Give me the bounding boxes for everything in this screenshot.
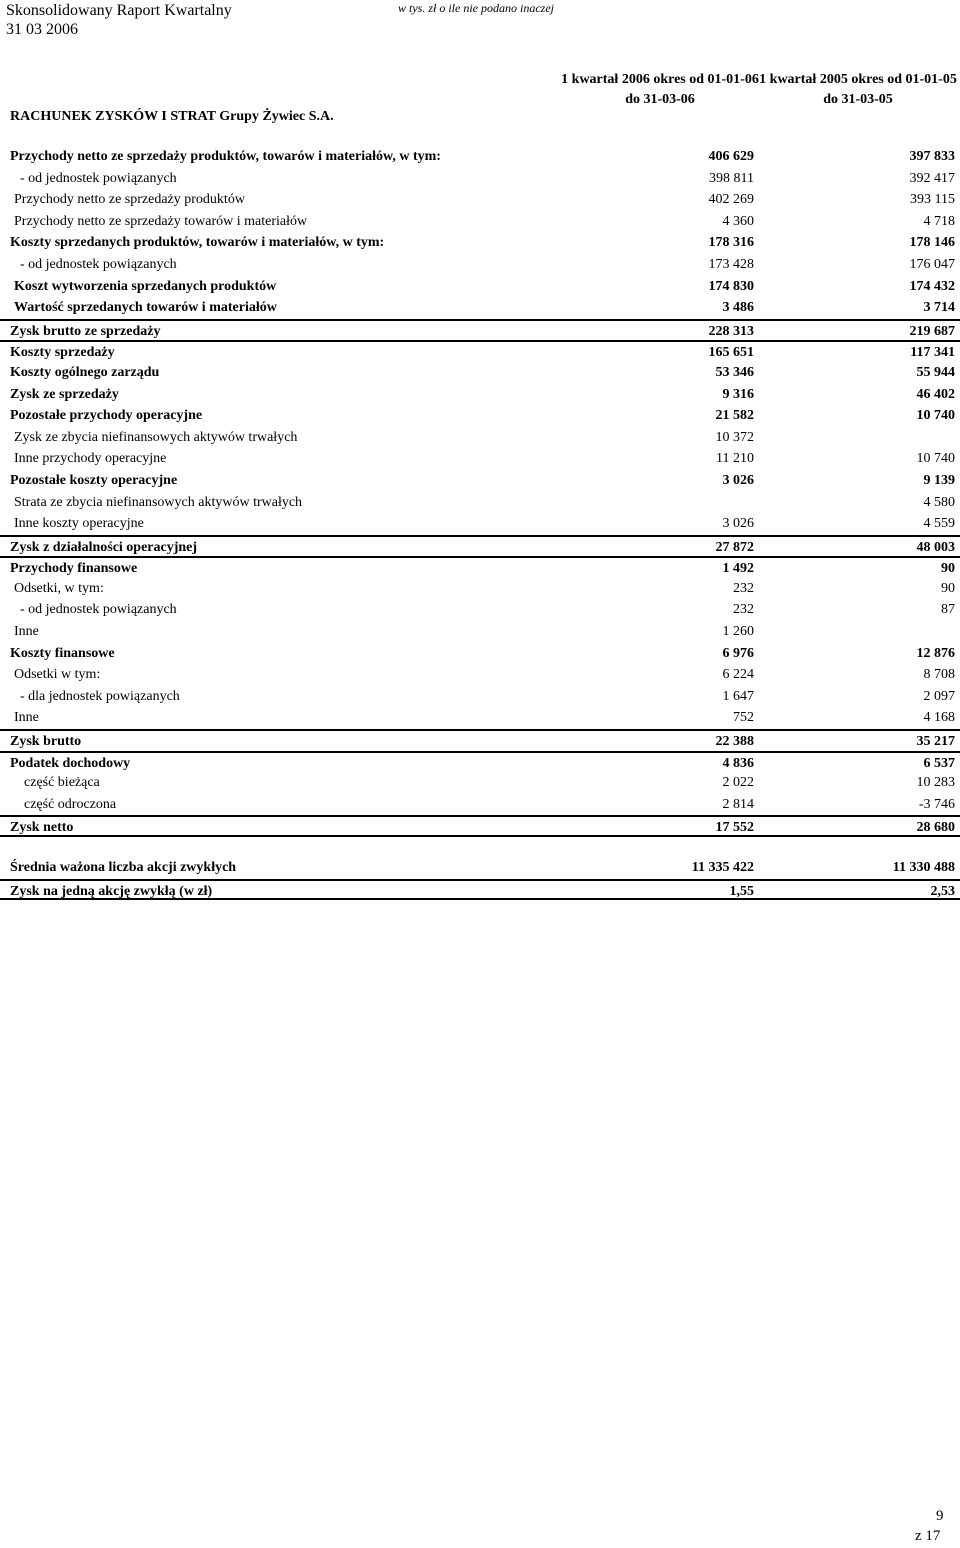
table-row (0, 535, 960, 557)
value-2006: 1,55 (729, 883, 754, 899)
row-label: Koszty finansowe (10, 645, 115, 661)
value-2006: 22 388 (715, 734, 754, 750)
value-2005: 4 580 (923, 494, 955, 510)
table-row (0, 211, 960, 233)
value-2006: 228 313 (708, 323, 754, 339)
value-2006: 3 026 (722, 516, 754, 532)
table-row (0, 146, 960, 168)
table-row (0, 599, 960, 621)
table-row (0, 189, 960, 211)
table-row (0, 448, 960, 470)
table-row (0, 297, 960, 319)
table-row (0, 362, 960, 384)
row-label: Koszty sprzedaży (10, 345, 115, 361)
value-2005: 4 168 (923, 710, 955, 726)
table-row (0, 513, 960, 535)
value-2005: 90 (941, 561, 955, 577)
row-label: Zysk na jedną akcję zwykłą (w zł) (10, 883, 213, 899)
value-2005: 178 146 (909, 235, 955, 251)
value-2005: 28 680 (916, 820, 955, 836)
table-row (0, 772, 960, 794)
value-2005: 35 217 (916, 734, 955, 750)
value-2005: 90 (941, 580, 955, 596)
value-2005: 10 283 (916, 775, 955, 791)
value-2005: 393 115 (910, 192, 955, 208)
table-row (0, 664, 960, 686)
value-2006: 1 260 (722, 624, 754, 640)
value-2006: 406 629 (708, 149, 754, 164)
row-label: Inne przychody operacyjne (14, 451, 167, 467)
value-2006: 11 335 422 (691, 860, 754, 875)
table-row (0, 751, 960, 773)
value-2005: 46 402 (916, 386, 955, 402)
row-label: Zysk netto (10, 820, 74, 836)
table-row (0, 232, 960, 254)
column-header-2006: 1 kwartał 2006 okres od 01-01-06 do 31-03-06 (561, 72, 759, 107)
row-label: Koszt wytworzenia sprzedanych produktów (14, 278, 277, 294)
table-row (0, 578, 960, 600)
value-2006: 9 316 (722, 386, 754, 402)
document-title: Skonsolidowany Raport Kwartalny (6, 2, 232, 19)
row-label: Inne (14, 710, 39, 726)
value-2005: -3 746 (918, 796, 955, 812)
value-2006: 2 814 (722, 796, 754, 812)
value-2006: 232 (733, 580, 754, 596)
value-2005: 2,53 (930, 883, 955, 899)
value-2005: 2 097 (923, 688, 955, 704)
table-row (0, 405, 960, 427)
column-header-2005: 1 kwartał 2005 okres od 01-01-05 do 31-03-05 (759, 72, 957, 107)
table-row (0, 340, 960, 362)
value-2006: 6 224 (722, 667, 754, 683)
row-label: Odsetki w tym: (14, 667, 101, 683)
value-2005: 55 944 (916, 364, 955, 380)
row-label: - dla jednostek powiązanych (20, 688, 180, 704)
value-2006: 178 316 (708, 235, 754, 251)
table-row (0, 319, 960, 341)
table-row (0, 857, 960, 879)
table-row (0, 707, 960, 729)
value-2006: 21 582 (715, 408, 754, 424)
row-label: Przychody netto ze sprzedaży produktów (14, 192, 245, 208)
row-label: Inne koszty operacyjne (14, 516, 144, 532)
table-row (0, 168, 960, 190)
row-label: Średnia ważona liczba akcji zwykłych (10, 860, 237, 875)
value-2006: 4 360 (722, 213, 754, 229)
value-2005: 174 432 (909, 278, 955, 294)
row-label: część odroczona (24, 796, 117, 812)
value-2005: 48 003 (916, 539, 955, 555)
row-label: część bieżąca (24, 775, 100, 791)
row-label: Koszty sprzedanych produktów, towarów i materiałów, w tym: (10, 235, 385, 251)
value-2005: 10 740 (916, 451, 955, 467)
value-2006: 6 976 (722, 645, 754, 661)
table-row (0, 556, 960, 578)
value-2006: 174 830 (708, 278, 754, 294)
document-date: 31 03 2006 (6, 21, 78, 38)
page-number: 9 (936, 1508, 944, 1524)
row-label: Wartość sprzedanych towarów i materiałów (14, 300, 277, 316)
table-row (0, 384, 960, 406)
row-label: Zysk z działalności operacyjnej (10, 539, 198, 555)
value-2006: 27 872 (715, 539, 754, 555)
table-row (0, 621, 960, 643)
table-row (0, 686, 960, 708)
value-2006: 4 836 (722, 755, 754, 771)
row-label: Zysk brutto ze sprzedaży (10, 323, 161, 339)
value-2006: 402 269 (708, 192, 754, 208)
statement-title: RACHUNEK ZYSKÓW I STRAT Grupy Żywiec S.A. (10, 109, 334, 124)
table-row (0, 470, 960, 492)
row-label: Pozostałe koszty operacyjne (10, 472, 178, 488)
table-row (0, 879, 960, 901)
value-2006: 1 647 (722, 688, 754, 704)
table-row (0, 427, 960, 449)
income-statement-table (0, 146, 960, 837)
value-2005: 12 876 (916, 645, 955, 661)
value-2006: 752 (733, 710, 754, 726)
value-2005: 176 047 (909, 256, 955, 272)
unit-note: w tys. zł o ile nie podano inaczej (398, 1, 554, 15)
row-label: - od jednostek powiązanych (20, 256, 177, 272)
value-2005: 392 417 (909, 170, 955, 186)
value-2006: 53 346 (715, 364, 754, 380)
value-2006: 3 026 (722, 472, 754, 488)
value-2006: 398 811 (709, 170, 754, 186)
row-label: Odsetki, w tym: (14, 580, 104, 596)
row-label: Pozostałe przychody operacyjne (10, 408, 203, 424)
value-2005: 10 740 (916, 408, 955, 424)
table-row (0, 254, 960, 276)
value-2006: 2 022 (722, 775, 754, 791)
value-2005: 11 330 488 (892, 860, 955, 875)
value-2006: 3 486 (722, 300, 754, 316)
value-2005: 219 687 (909, 323, 955, 339)
row-label: Przychody netto ze sprzedaży produktów, towarów i materiałów, w tym: (10, 149, 441, 164)
value-2005: 87 (941, 602, 955, 618)
table-row (0, 276, 960, 298)
value-2006: 173 428 (708, 256, 754, 272)
row-label: Przychody netto ze sprzedaży towarów i materiałów (14, 213, 308, 229)
row-label: Podatek dochodowy (10, 755, 131, 771)
value-2006: 10 372 (715, 429, 754, 445)
value-2005: 8 708 (923, 667, 955, 683)
row-label: - od jednostek powiązanych (20, 170, 177, 186)
value-2005: 4 718 (923, 213, 955, 229)
row-label: Przychody finansowe (10, 561, 138, 577)
value-2005: 117 341 (910, 345, 955, 361)
table-row (0, 643, 960, 665)
table-row (0, 815, 960, 837)
value-2006: 1 492 (722, 561, 754, 577)
row-label: Strata ze zbycia niefinansowych aktywów trwałych (14, 494, 303, 510)
value-2006: 11 210 (716, 451, 754, 467)
row-label: Zysk ze zbycia niefinansowych aktywów trwałych (14, 429, 298, 445)
value-2006: 17 552 (715, 820, 754, 836)
table-row (0, 729, 960, 751)
row-label: Zysk ze sprzedaży (10, 386, 119, 402)
value-2005: 4 559 (923, 516, 955, 532)
value-2005: 397 833 (909, 149, 955, 164)
page-total: z 17 (915, 1528, 941, 1544)
value-2006: 232 (733, 602, 754, 618)
value-2005: 6 537 (923, 755, 955, 771)
per-share-table (0, 857, 960, 900)
value-2005: 9 139 (923, 472, 955, 488)
row-label: - od jednostek powiązanych (20, 602, 177, 618)
row-label: Zysk brutto (10, 734, 82, 750)
value-2005: 3 714 (923, 300, 955, 316)
row-label: Inne (14, 624, 39, 640)
row-label: Koszty ogólnego zarządu (10, 364, 160, 380)
table-row (0, 492, 960, 514)
table-row (0, 794, 960, 816)
value-2006: 165 651 (708, 345, 754, 361)
